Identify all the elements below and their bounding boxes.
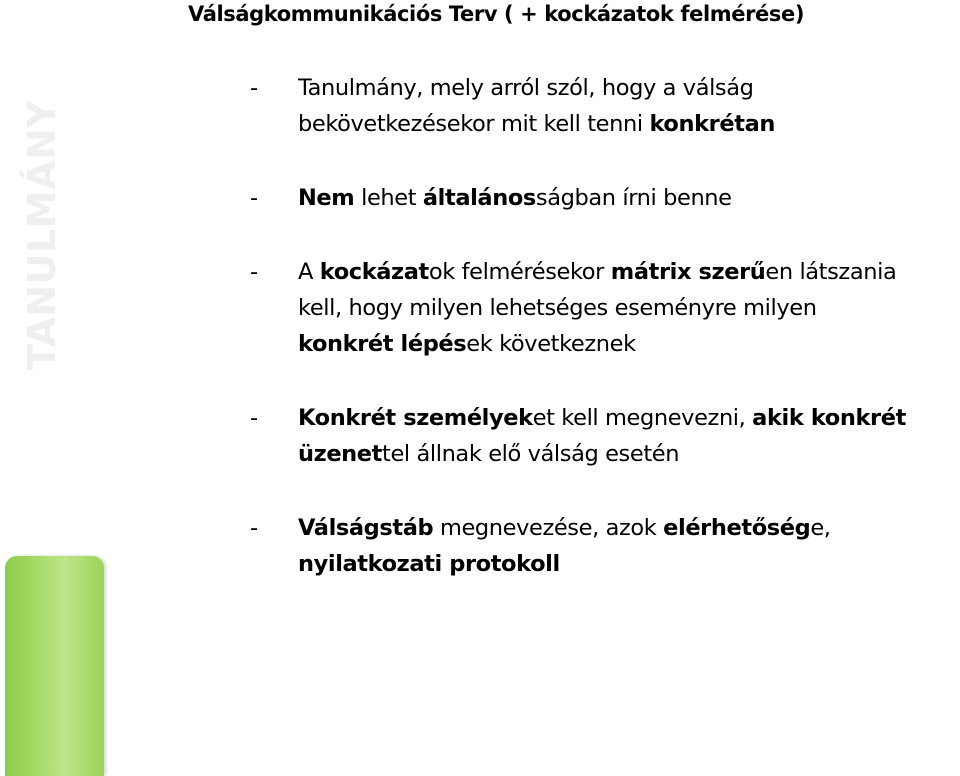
green-decorative-bar [5, 556, 104, 776]
text-segment: ságban írni benne [535, 185, 732, 211]
text-segment-bold: kockázat [319, 259, 429, 285]
text-segment: ek következnek [466, 331, 636, 357]
text-segment: et kell megnevezni, [532, 405, 753, 431]
bullet-item [250, 254, 958, 362]
text-segment: megnevezése, azok [433, 515, 664, 541]
text-segment: A [298, 259, 320, 285]
text-segment: Tanulmány, mely arról szól, hogy a válság [298, 75, 754, 101]
bullet-text [298, 254, 958, 362]
bullet-dash: - [250, 405, 258, 431]
document-title: Válságkommunikációs Terv ( + kockázatok felmérése) [188, 2, 805, 26]
bullet-item [250, 180, 958, 216]
bullet-dash: - [250, 75, 258, 101]
side-label-tanulmany: TANULMÁNY [20, 99, 64, 370]
text-segment-bold: mátrix szerű [610, 259, 766, 285]
text-segment-bold: Válságstáb [298, 515, 434, 541]
text-segment-bold: Konkrét személyek [298, 405, 533, 431]
text-segment: lehet [354, 185, 423, 211]
text-segment-bold: üzenet [298, 441, 383, 467]
text-segment-bold: elérhetőség [663, 515, 811, 541]
text-segment-bold: akik konkrét [752, 405, 906, 431]
bullet-text [298, 510, 958, 582]
bullet-list [250, 70, 958, 582]
text-segment: tel állnak elő válság esetén [382, 441, 680, 467]
bullet-text [298, 70, 958, 142]
bullet-item [250, 70, 958, 142]
text-segment-bold: nyilatkozati protokoll [298, 551, 560, 577]
text-segment-bold: konkrétan [649, 111, 775, 137]
bullet-dash: - [250, 515, 258, 541]
bullet-item [250, 400, 958, 472]
text-segment: en látszania [765, 259, 897, 285]
text-segment: e, [810, 515, 831, 541]
text-segment: kell, hogy milyen lehetséges eseményre milyen [298, 295, 817, 321]
bullet-dash: - [250, 259, 258, 285]
bullet-text [298, 400, 958, 472]
text-segment: ok felmérésekor [428, 259, 611, 285]
bullet-text [298, 180, 958, 216]
text-segment-bold: általános [422, 185, 536, 211]
text-segment: bekövetkezésekor mit kell tenni [298, 111, 650, 137]
bullet-dash: - [250, 185, 258, 211]
text-segment-bold: konkrét lépés [298, 331, 467, 357]
bullet-item [250, 510, 958, 582]
text-segment-bold: Nem [298, 185, 355, 211]
